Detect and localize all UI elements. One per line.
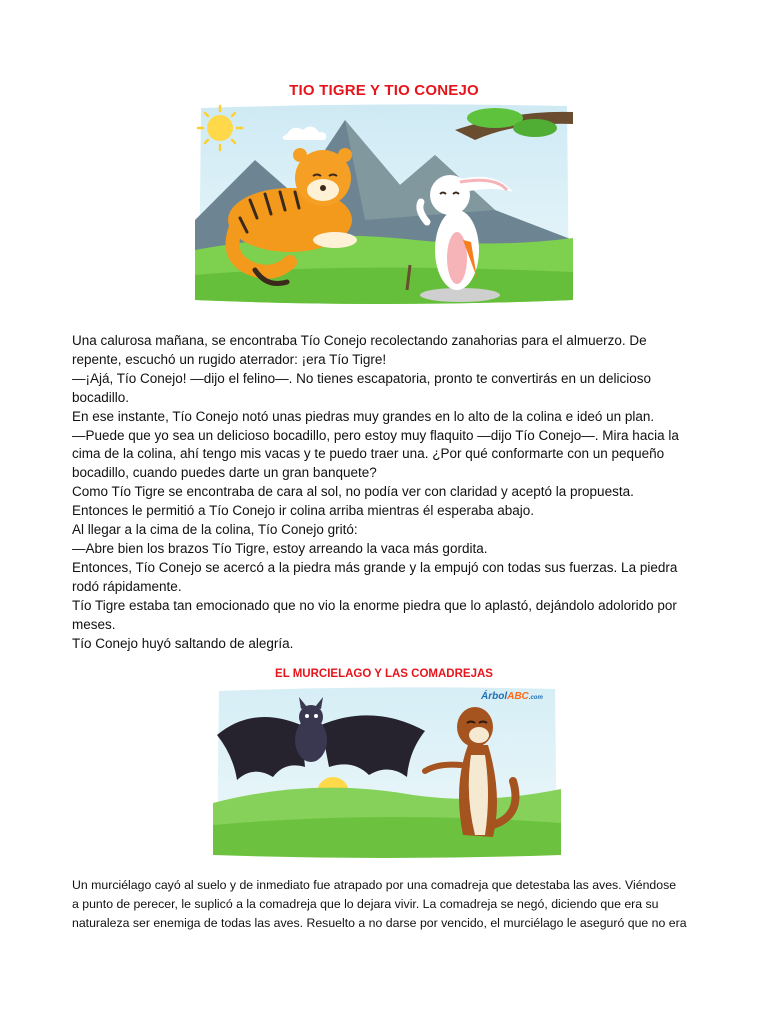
story-line: Un murciélago cayó al suelo y de inmediato fue atrapado por una comadreja que detestaba las aves. Viéndose: [72, 878, 677, 892]
story-line: meses.: [72, 616, 116, 632]
story-line: Entonces le permitió a Tío Conejo ir colina arriba mientras él esperaba abajo.: [72, 503, 534, 519]
story-line: Una calurosa mañana, se encontraba Tío Conejo recolectando zanahorias para el almuerzo. De: [72, 333, 647, 348]
story-line: rodó rápidamente.: [72, 578, 182, 594]
story-line: Al llegar a la cima de la colina, Tío Conejo gritó:: [72, 522, 358, 538]
story-line: a punto de perecer, le suplicó a la comadreja que lo dejara vivir. La comadreja se negó, diciendo que era su: [72, 897, 659, 911]
story1-title: TIO TIGRE Y TIO CONEJO: [289, 82, 479, 99]
story-line: Tío Tigre estaba tan emocionado que no vio la enorme piedra que lo aplastó, dejándolo adolorido por: [72, 597, 677, 613]
story-line: Entonces, Tío Conejo se acercó a la piedra más grande y la empujó con todas sus fuerzas. La piedra: [72, 559, 678, 575]
story-line: cima de la colina, ahí tengo mis vacas y te puedo traer una. ¿Por qué conformarte con un pequeño: [72, 446, 665, 462]
story-line: naturaleza ser enemiga de todas las aves. Resuelto a no darse por vencido, el murciélago le aseguró que no era: [72, 916, 687, 930]
story1-body: [72, 332, 702, 653]
story-line: bocadillo, cuando puedes darte un gran banquete?: [72, 465, 377, 481]
story-line: repente, escuchó un rugido aterrador: ¡era Tío Tigre!: [72, 351, 387, 367]
story-line: —Abre bien los brazos Tío Tigre, estoy arreando la vaca más gordita.: [72, 540, 488, 556]
story2-title: EL MURCIELAGO Y LAS COMADREJAS: [275, 668, 493, 680]
story-line: Tío Conejo huyó saltando de alegría.: [72, 635, 294, 651]
story-line: Como Tío Tigre se encontraba de cara al sol, no podía ver con claridad y aceptó la propuesta.: [72, 484, 634, 500]
arbolabc-logo: ÁrbolABC.com: [481, 691, 543, 702]
bat-weasel-illustration: [213, 685, 561, 860]
story-line: —Puede que yo sea un delicioso bocadillo, pero estoy muy flaquito —dijo Tío Conejo—. Mira hacia la: [72, 427, 679, 443]
story-line: En ese instante, Tío Conejo notó unas piedras muy grandes en lo alto de la colina e ideó un plan.: [72, 408, 655, 424]
tiger-rabbit-illustration: [195, 100, 573, 310]
story-line: —¡Ajá, Tío Conejo! —dijo el felino—. No tienes escapatoria, pronto te convertirás en un delicioso: [72, 370, 652, 386]
story-line: bocadillo.: [72, 389, 130, 405]
story2-body: [72, 876, 702, 933]
